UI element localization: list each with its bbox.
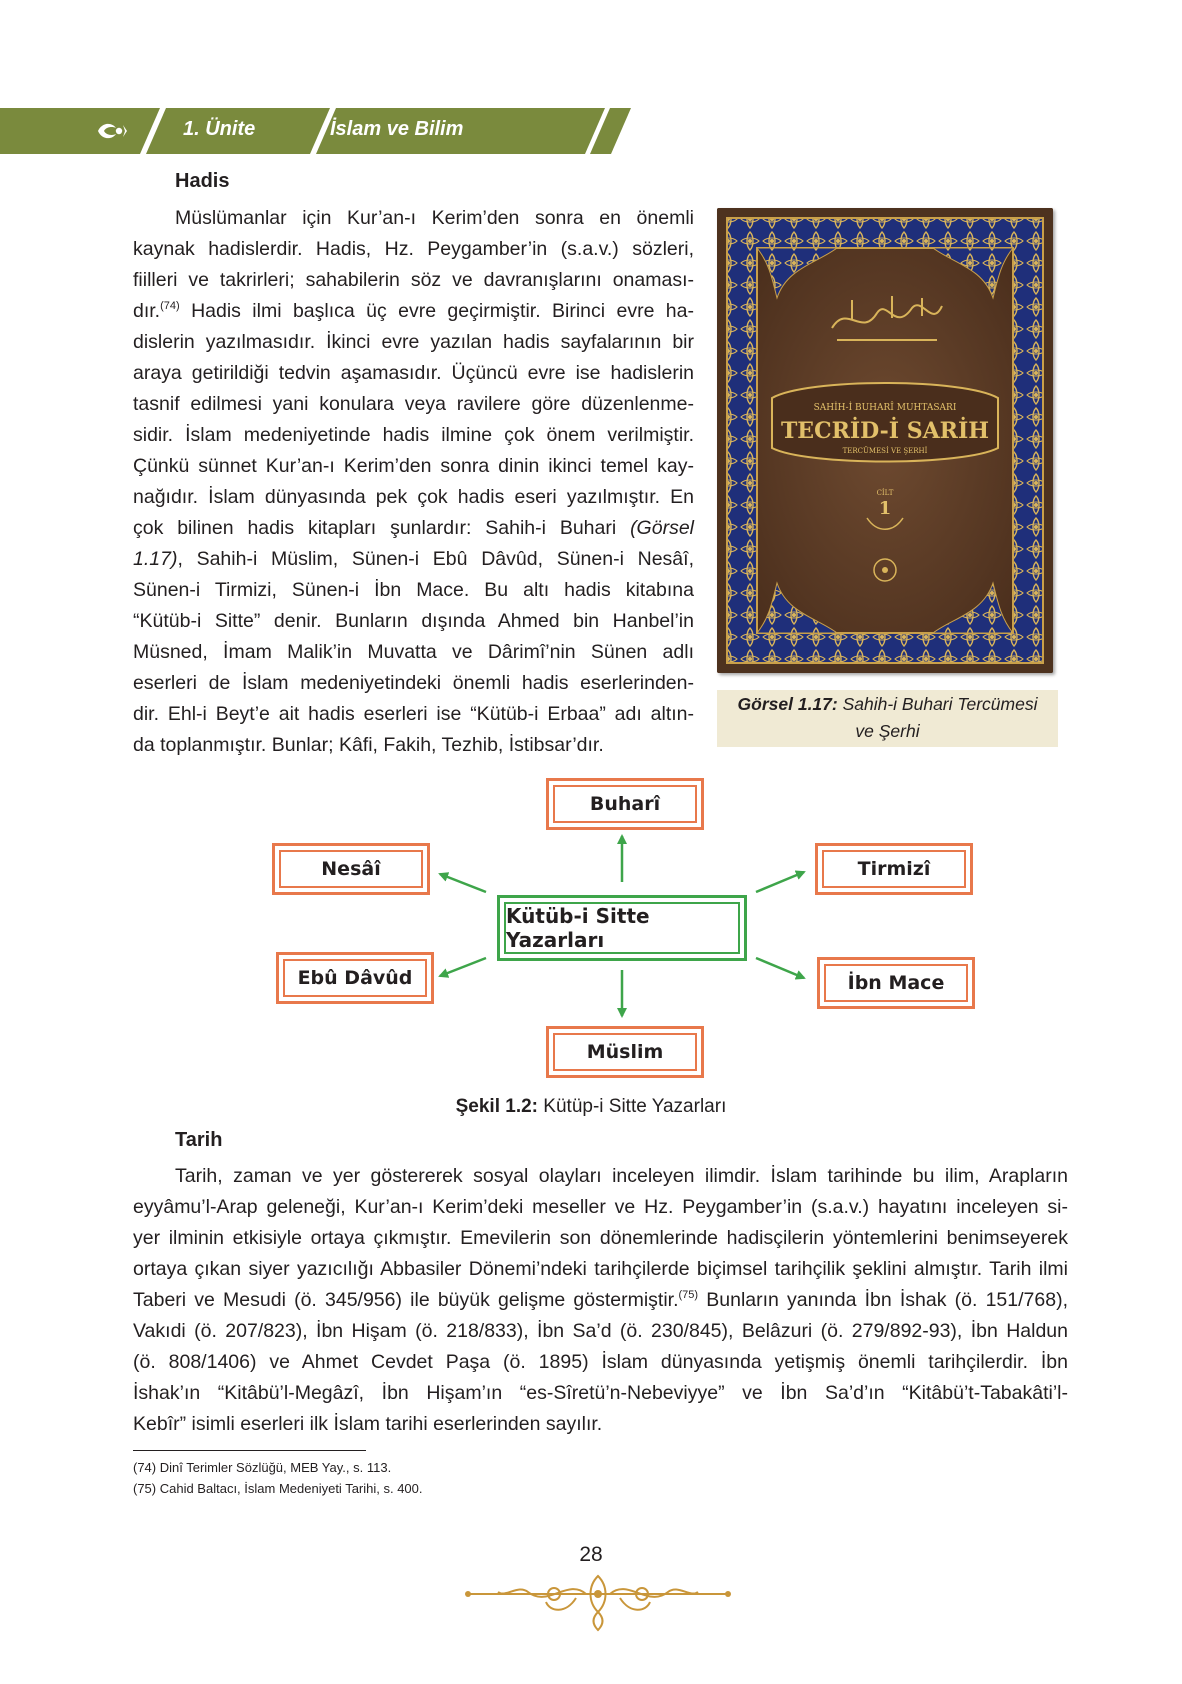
hadis-paragraph: Müslümanlar için Kur’an-ı Kerim’den sonra en önemli kaynak hadislerdir. Hadis, Hz. Peygamber’in (s.a.v.) sözleri, fiilleri ve takrirleri; sahabilerin söz ve davranışlarını onaması- dır.$^{(74)}$ Hadis ilmi başlıca üç evre geçirmiştir. Birinci evre ha- dislerin yazılmasıdır. İkinci evre yazılan hadis sayfalarının bir araya getirildiği tedvin aşamasıdır. Üçüncü evre ise hadislerin tasnif edilmesi yani konulara veya ravilere göre düzenlenme- sidir. İslam medeniyetinde hadis ilmine çok önem verilmiştir. Çünkü sünnet Kur’an-ı Kerim’den sonra dinin ikinci temel kay- nağıdır. İslam dünyasında pek çok hadis eseri yazılmıştır. En çok bilinen hadis kitapları şunlardır: Sahih-i Buhari (Görsel 1.17), Sahih-i Müslim, Sünen-i Ebû Dâvûd, Sünen-i Nesâî, Sünen-i Tirmizi, Sünen-i İbn Mace. Bu altı hadis kitabına “Kütüb-i Sitte” denir. Bunların dışında Ahmed bin Hanbel’in Müsned, İmam Malik’in Muvatta ve Dârimî’nin Sünen adlı eserleri de İslam medeniyetindeki önemli hadis eserlerinden- dir. Ehl-i Beyt’e ait hadis eserleri ise “Kütüb-i Erbaa” adı altın- da toplanmıştır. Bunlar; Kâfi, Fakih, Tezhib, İstibsar’dır. (133, 207, 694, 756)
node-muslim: Müslim (546, 1026, 704, 1078)
arrow-to-ibnmace (756, 958, 804, 978)
footer-ornament-icon (458, 1572, 738, 1632)
chapter-title: İslam ve Bilim (330, 118, 464, 140)
node-tirmizi: Tirmizî (815, 843, 973, 895)
section-heading-tarih: Tarih (175, 1129, 223, 1151)
book-title-line1: SAHİH-İ BUHARÎ MUHTASARI (813, 403, 957, 413)
section-heading-hadis: Hadis (175, 170, 230, 192)
book-cilt-label: CİLT (876, 489, 894, 497)
page-number: 28 (579, 1543, 603, 1566)
footnote-75: (75) Cahid Baltacı, İslam Medeniyeti Tarihi, s. 400. (133, 1481, 423, 1496)
tarih-paragraph: Tarih, zaman ve yer göstererek sosyal olayları inceleyen ilimdir. İslam tarihinde bu ilim, Arapların eyyâmu’l-Arap geleneği, Kur’an-ı Kerim’deki meseller ve Hz. Peygamber’in (s.a.v.) hayatını inceleyen si- yer ilminin etkisiyle ortaya çıkmıştır. Emevilerin son dönemlerinde hadisçilerin yöntemlerini benimseyerek ortaya çıkan siyer yazıcılığı Abbasiler Dönemi’ndeki tarihçilerde biçimsel tarihçilik şeklini almıştır. Tarih ilmi Taberi ve Mesudi (ö. 345/956) ile büyük gelişme göstermiştir.$^{(75)}$ Bunların yanında İbn İshak (ö. 151/768), Vakıdi (ö. 207/823), İbn Hişam (ö. 218/833), İbn Sa’d (ö. 230/845), Belâzuri (ö. 279/892-93), İbn Haldun (ö. 808/1406) ve Ahmet Cevdet Paşa (ö. 1895) İslam dünyasında yetişmiş önemli tarihçilerdir. İbn İshak’ın “Kitâbü’l-Megâzî, İbn Hişam’ın “es-Sîretü’n-Nebeviyye” ve İbn Sa’d’ın “Kitâbü’t-Tabakâti’l- Kebîr” isimli eserleri ilk İslam tarihi eserlerinden sayılır. (133, 1165, 1068, 1435)
arrow-to-nesai (440, 874, 486, 892)
book-title-line2: TECRİD-İ SARİH (780, 418, 990, 444)
arrow-to-ebudavud (440, 958, 486, 976)
unit-label: 1. Ünite (183, 118, 256, 140)
node-center-kutubi-sitte: Kütüb-i Sitte Yazarları (497, 895, 747, 961)
footnote-74: (74) Dinî Terimler Sözlüğü, MEB Yay., s. 113. (133, 1460, 392, 1475)
image-caption-label: Görsel 1.17: (737, 694, 838, 714)
node-buhari: Buharî (546, 778, 704, 830)
node-ibn-mace: İbn Mace (817, 957, 975, 1009)
node-nesai: Nesâî (272, 843, 430, 895)
image-caption: Görsel 1.17: Sahih-i Buhari Tercümesi ve Şerhi (717, 690, 1058, 747)
book-volume-number: 1 (878, 498, 892, 519)
figure-caption-label: Şekil 1.2: (455, 1096, 539, 1117)
footnote-ref-74: (74) (160, 300, 180, 312)
footnote-divider (133, 1450, 366, 1451)
footnote-ref-75: (75) (678, 1289, 699, 1301)
node-ebu-davud: Ebû Dâvûd (276, 952, 434, 1004)
book-title-line3: TERCÜMESİ VE ŞERHİ (842, 447, 928, 455)
figure-caption: Şekil 1.2: Kütüp-i Sitte Yazarları (455, 1096, 727, 1117)
arrow-to-tirmizi (756, 872, 804, 892)
